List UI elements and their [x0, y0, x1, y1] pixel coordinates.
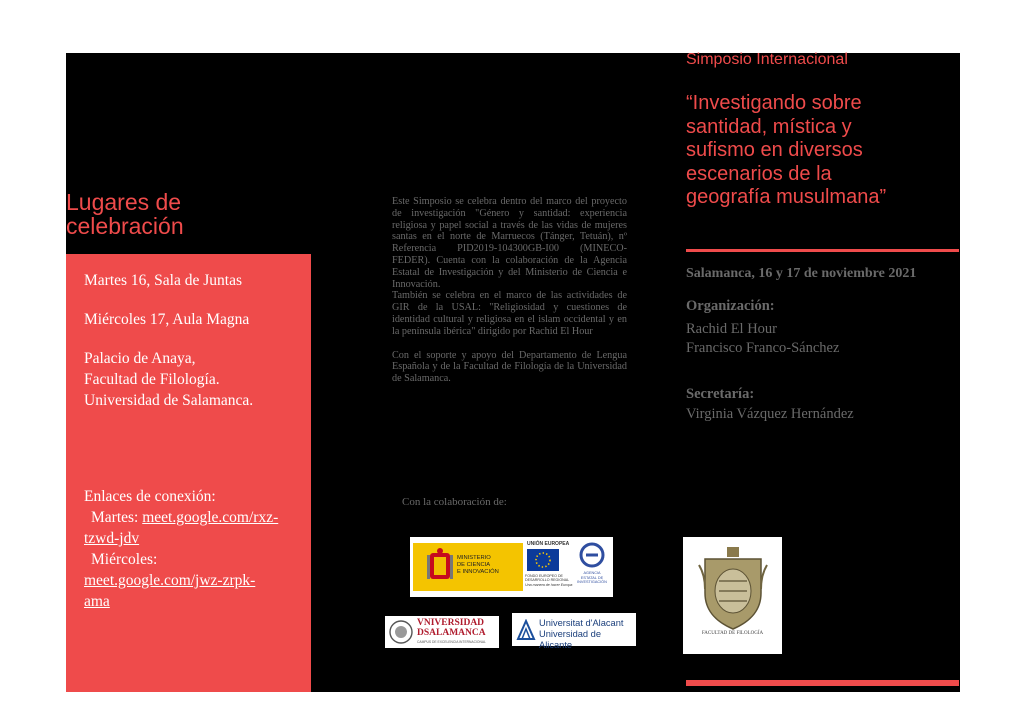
wednesday-meet-link[interactable]: meet.google.com/jwz-zrpk- — [84, 572, 256, 589]
symposium-label: Simposio Internacional — [686, 51, 848, 68]
symposium-title: “Investigando sobre santidad, mística y sufismo en diversos escenarios de la geografía musulmana” — [686, 92, 887, 208]
links-label: Enlaces de conexión: — [84, 488, 216, 505]
eu-flag-icon — [527, 549, 559, 571]
agencia-label: AGENCIA ESTATAL DE INVESTIGACIÓN — [577, 571, 607, 585]
alicante-logo: Universitat d'Alacant Universidad de Alicante — [512, 613, 636, 646]
feder-label: FONDO EUROPEO DE DESARROLLO REGIONAL Una manera de hacer Europa — [525, 574, 573, 587]
collaboration-label: Con la colaboración de: — [402, 496, 507, 508]
title-divider — [686, 249, 959, 252]
connection-links — [84, 486, 304, 612]
organizers: Rachid El Hour Francisco Franco-Sánchez — [686, 321, 840, 356]
secretary-name: Virginia Vázquez Hernández — [686, 406, 854, 422]
tuesday-label: Martes: — [91, 509, 139, 526]
date-tuesday: Martes 16, Sala de Juntas — [84, 272, 242, 289]
filologia-coat-of-arms-icon — [697, 545, 769, 637]
organization-label: Organización: — [686, 298, 775, 314]
gir-paragraph: También se celebra en el marco de las actividades de GIR de la USAL: "Religiosidad y cuestiones de identidad cultural y religiosa en el islam occidental y en la península ibérica" dirigido por Rachid El Hour — [392, 290, 627, 337]
ministerio-logo: MINISTERIO DE CIENCIA E INNOVACIÓN — [413, 543, 523, 591]
venues-heading: Lugares de celebración — [66, 189, 184, 239]
tuesday-meet-link-cont[interactable]: tzwd-jdv — [84, 530, 140, 547]
support-paragraph: Con el soporte y apoyo del Departamento de Lengua Española y de la Facultad de Filología de la Universidad de Salamanca. — [392, 349, 627, 385]
usal-logo: VNIVERSIDAD DSALAMANCA CAMPUS DE EXCELENCIA INTERNACIONAL — [385, 616, 499, 648]
date-wednesday: Miércoles 17, Aula Magna — [84, 311, 250, 328]
bottom-accent-bar — [686, 680, 959, 686]
venue-address: Palacio de Anaya, Facultad de Filología. Universidad de Salamanca. — [84, 350, 254, 409]
tuesday-meet-link[interactable]: meet.google.com/rxz- — [142, 509, 279, 526]
ministry-eu-logos — [410, 537, 613, 597]
spain-shield-icon — [427, 547, 453, 587]
usal-seal-icon — [388, 619, 414, 645]
alicante-emblem-icon — [516, 619, 536, 641]
wednesday-meet-link-cont[interactable]: ama — [84, 593, 110, 610]
ue-label: UNIÓN EUROPEA — [527, 541, 570, 547]
filologia-logo: FACULTAD DE FILOLOGÍA — [683, 537, 782, 654]
wednesday-label: Miércoles: — [91, 551, 158, 568]
project-paragraph: Este Simposio se celebra dentro del marco del proyecto de investigación "Género y santidad: experiencia religiosa y papel social a través de las vidas de mujeres santas en el norte de Marruecos (Tánger, Tetuán), nº Referencia PID2019-104300GB-I00 (MINECO-FEDER). Cuenta con la colaboración de la Agencia Estatal de Investigación y del Ministerio de Ciencia e Innovación. — [392, 196, 627, 290]
event-date: Salamanca, 16 y 17 de noviembre 2021 — [686, 266, 917, 281]
secretary-label: Secretaría: — [686, 386, 755, 402]
agencia-logo-icon — [576, 541, 608, 569]
project-description — [392, 196, 627, 397]
